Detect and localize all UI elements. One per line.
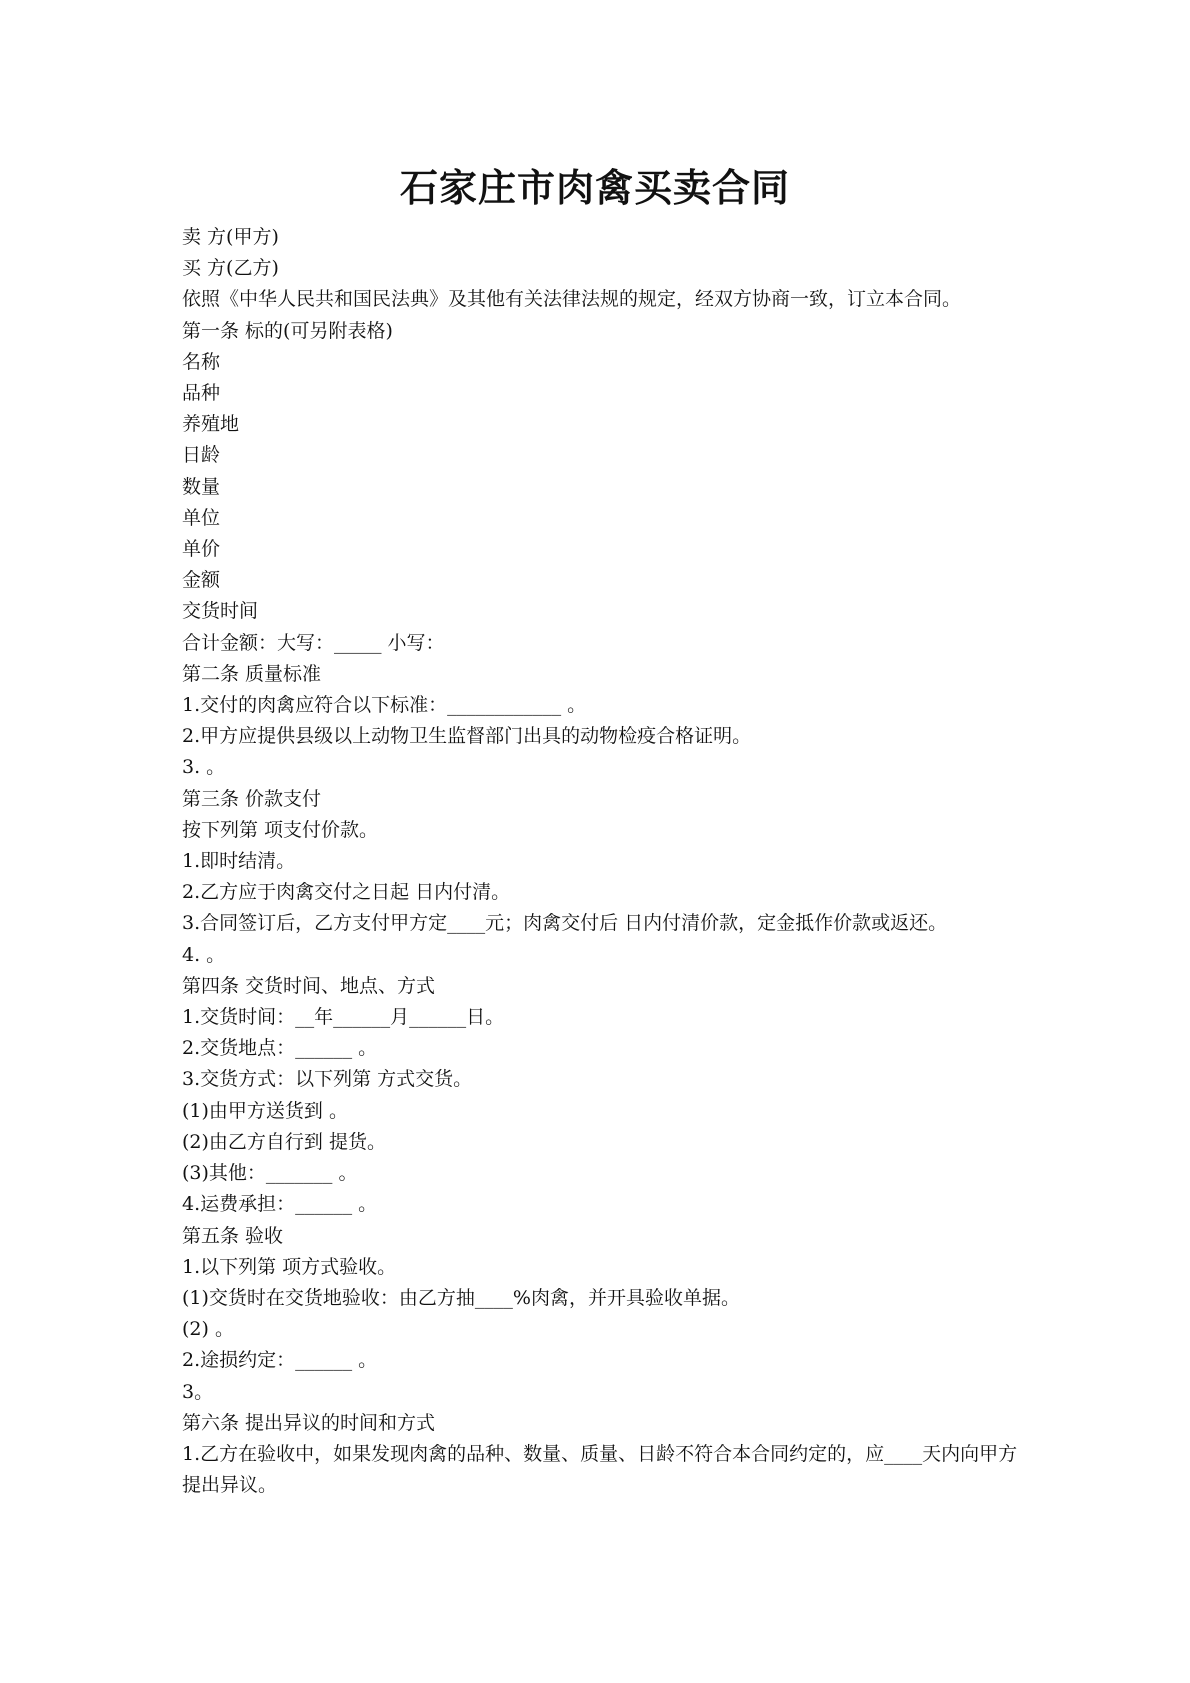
paragraph: 日龄 bbox=[182, 444, 221, 467]
paragraph: 品种 bbox=[182, 382, 221, 405]
paragraph: 第一条 标的(可另附表格) bbox=[182, 319, 393, 342]
paragraph: 1.即时结清。 bbox=[182, 850, 296, 873]
paragraph: 2.乙方应于肉禽交付之日起 日内付清。 bbox=[182, 881, 511, 904]
paragraph: 第六条 提出异议的时间和方式 bbox=[182, 1411, 436, 1434]
paragraph: 1.乙方在验收中，如果发现肉禽的品种、数量、质量、日龄不符合本合同约定的，应____天内向甲方提出异议。 bbox=[182, 1442, 1018, 1497]
paragraph: 交货时间 bbox=[182, 600, 259, 623]
paragraph: (2)由乙方自行到 提货。 bbox=[182, 1130, 386, 1153]
paragraph: 3.合同签订后，乙方支付甲方定____元；肉禽交付后 日内付清价款，定金抵作价款或返还。 bbox=[182, 912, 948, 935]
paragraph: (2) 。 bbox=[182, 1318, 234, 1341]
paragraph: 第三条 价款支付 bbox=[182, 787, 322, 810]
paragraph: 第四条 交货时间、地点、方式 bbox=[182, 974, 436, 997]
paragraph: 数量 bbox=[182, 475, 221, 498]
paragraph: 4. 。 bbox=[182, 943, 226, 966]
paragraph: 1.交货时间：__年______月______日。 bbox=[182, 1006, 505, 1029]
paragraph: 2.途损约定：______ 。 bbox=[182, 1349, 378, 1372]
paragraph: 第五条 验收 bbox=[182, 1224, 284, 1247]
paragraph: 3.交货方式：以下列第 方式交货。 bbox=[182, 1068, 473, 1091]
paragraph: 第二条 质量标准 bbox=[182, 662, 322, 685]
paragraph: (1)由甲方送货到 。 bbox=[182, 1099, 348, 1122]
paragraph: (1)交货时在交货地验收：由乙方抽____%肉禽，并开具验收单据。 bbox=[182, 1286, 740, 1309]
paragraph: 2.交货地点：______ 。 bbox=[182, 1037, 378, 1060]
paragraph: 合计金额：大写：_____ 小写： bbox=[182, 631, 445, 654]
paragraph: 养殖地 bbox=[182, 413, 240, 436]
paragraph: 卖 方(甲方) bbox=[182, 226, 279, 248]
document-title: 石家庄市肉禽买卖合同 bbox=[399, 165, 790, 210]
paragraph: (3)其他：_______ 。 bbox=[182, 1162, 358, 1185]
paragraph: 金额 bbox=[182, 569, 221, 592]
document-body bbox=[182, 222, 1022, 1501]
paragraph: 名称 bbox=[182, 350, 221, 373]
paragraph: 依照《中华人民共和国民法典》及其他有关法律法规的规定，经双方协商一致，订立本合同。 bbox=[182, 288, 962, 311]
paragraph: 2.甲方应提供县级以上动物卫生监督部门出具的动物检疫合格证明。 bbox=[182, 725, 752, 748]
paragraph: 1.交付的肉禽应符合以下标准：____________ 。 bbox=[182, 694, 587, 717]
paragraph: 3。 bbox=[182, 1380, 214, 1403]
paragraph: 3. 。 bbox=[182, 756, 226, 779]
paragraph: 4.运费承担：______ 。 bbox=[182, 1193, 378, 1216]
paragraph: 买 方(乙方) bbox=[182, 257, 279, 280]
paragraph: 1.以下列第 项方式验收。 bbox=[182, 1255, 397, 1278]
paragraph: 单价 bbox=[182, 538, 221, 561]
paragraph: 按下列第 项支付价款。 bbox=[182, 818, 379, 841]
paragraph: 单位 bbox=[182, 506, 221, 529]
